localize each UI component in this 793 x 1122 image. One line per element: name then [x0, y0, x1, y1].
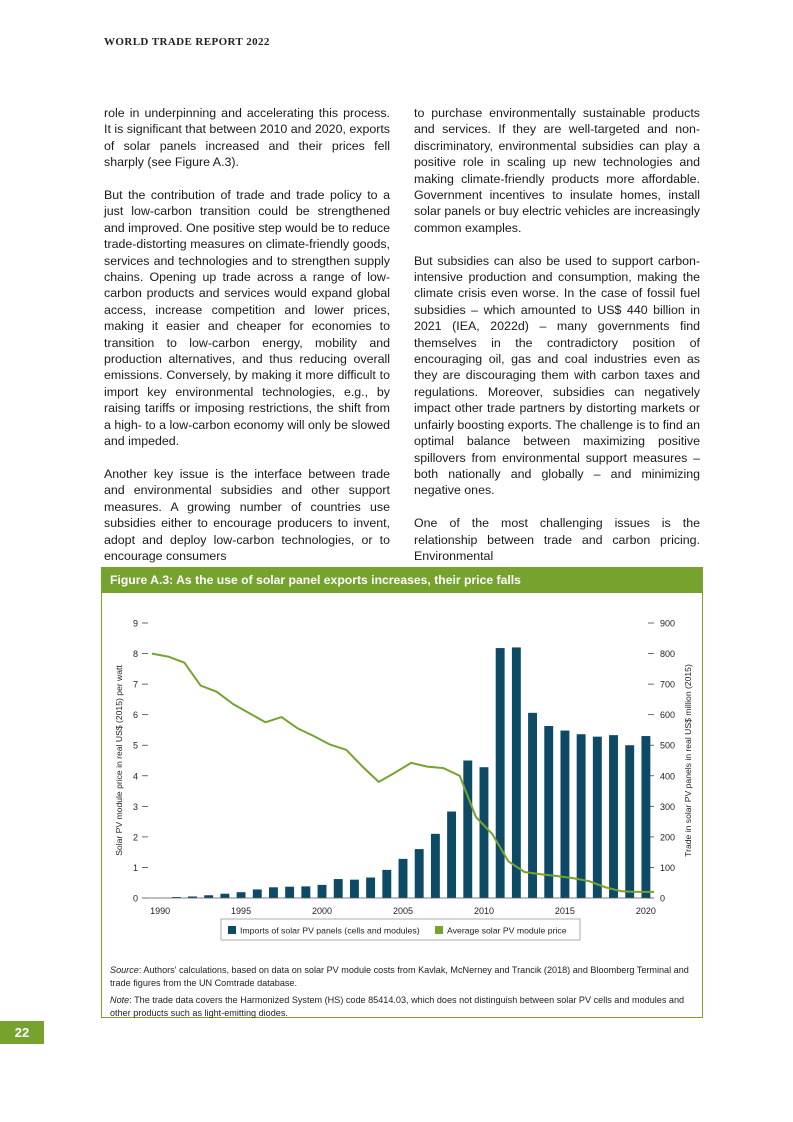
- x-tick-label: 1990: [150, 906, 171, 916]
- chart: [102, 568, 702, 1017]
- x-tick-label: 1995: [231, 906, 252, 916]
- bar-2011: [496, 648, 505, 898]
- figure-title: Figure A.3: As the use of solar panel exports increases, their price falls: [102, 568, 702, 593]
- left-tick-label: 8: [132, 649, 138, 660]
- legend-label-price: Average solar PV module price: [447, 925, 567, 936]
- x-tick-label: 2010: [473, 906, 494, 916]
- left-paragraph-1: role in underpinning and accelerating this process. It is significant that between 2010 and 2020, exports of solar panels increased and their prices fell sharply (see Figure A.3).: [104, 106, 390, 170]
- bar-2016: [577, 734, 586, 898]
- bar-2001: [334, 879, 343, 898]
- source-label: Source: [110, 965, 139, 975]
- right-tick-label: 900: [660, 618, 676, 629]
- right-column: [414, 105, 700, 581]
- left-tick-label: 0: [132, 893, 138, 904]
- left-tick-label: 5: [132, 740, 138, 751]
- bar-2017: [593, 737, 602, 898]
- right-paragraph-2: But subsidies can also be used to support carbon-intensive production and consumption, making the climate crisis even worse. In the case of fossil fuel subsidies – which amounted to US$ 440 billion in 2021 (IEA, 2022d) – many governments find themselves in the contradictory position of encouraging oil, gas and coal industries even as they are discouraging them with carbon taxes and regulations. Moreover, subsidies can negatively impact other trade partners by distorting markets or unfairly boosting exports. The challenge is to find an optimal balance between maximizing positive spillovers from environmental support measures – both nationally and globally – and minimizing negative ones.: [414, 253, 700, 498]
- left-paragraph-3: Another key issue is the interface between trade and environmental subsidies and other support measures. A growing number of countries use subsidies either to encourage producers to invent, adopt and deploy low-carbon technologies, or to encourage consumers: [104, 466, 390, 563]
- left-axis-title: Solar PV module price in real US$ (2015) per watt: [114, 665, 124, 856]
- right-tick-label: 800: [660, 649, 676, 660]
- bar-2004: [382, 870, 391, 898]
- x-tick-label: 2005: [392, 906, 414, 916]
- figure-a3: [101, 567, 703, 1018]
- left-paragraph-2: But the contribution of trade and trade policy to a just low-carbon transition could be strengthened and improved. One positive step would be to reduce trade-distorting measures on climate-friendly goods, services and technologies and to strengthen supply chains. Opening up trade across a range of low-carbon products and services would expand global access, increase competition and lower prices, making it easier and cheaper for economies to transition to low-carbon energy, mobility and production alternatives, and thus reducing overall emissions. Conversely, by making it more difficult to import key environmental technologies, e.g., by raising tariffs or imposing restrictions, the shift from a high- to a low-carbon economy will only be slowed and impeded.: [104, 188, 390, 449]
- bar-2009: [463, 761, 472, 899]
- right-axis-title: Trade in solar PV panels in real US$ million (2015): [683, 664, 693, 857]
- source-text: : Authors' calculations, based on data on solar PV module costs from Kavlak, McNerney and Trancik (2018) and Bloomberg Terminal and trade figures from the UN Comtrade database.: [110, 965, 689, 988]
- bar-2010: [480, 767, 489, 898]
- bar-2008: [447, 812, 456, 898]
- left-tick-label: 2: [132, 832, 138, 843]
- bar-1995: [237, 892, 246, 898]
- right-paragraph-1: to purchase environmentally sustainable products and services. If they are well-targeted and non-discriminatory, environmental subsidies can play a positive role in scaling up new technologies and making climate-friendly products more affordable. Government incentives to insulate homes, install solar panels or buy electric vehicles are increasingly common examples.: [414, 106, 700, 235]
- figure-note: [110, 994, 696, 1019]
- right-tick-label: 600: [660, 710, 676, 721]
- legend-label-imports: Imports of solar PV panels (cells and modules): [240, 925, 420, 936]
- bar-2003: [366, 878, 375, 898]
- bar-2013: [528, 713, 537, 898]
- x-tick-label: 2000: [312, 906, 333, 916]
- note-label: Note: [110, 995, 130, 1006]
- right-tick-label: 0: [660, 893, 666, 904]
- bar-2012: [512, 647, 521, 898]
- bar-2007: [431, 834, 440, 898]
- bar-2020: [641, 736, 650, 898]
- bar-2002: [350, 880, 359, 898]
- bar-2015: [560, 731, 569, 898]
- left-tick-label: 7: [132, 679, 138, 690]
- figure-source-note: [110, 964, 696, 1024]
- left-tick-label: 3: [132, 801, 138, 812]
- x-tick-label: 2020: [635, 906, 656, 916]
- running-header: WORLD TRADE REPORT 2022: [104, 36, 270, 48]
- right-tick-label: 500: [660, 740, 676, 751]
- figure-source: [110, 964, 696, 989]
- left-tick-label: 9: [132, 618, 138, 629]
- right-paragraph-3: One of the most challenging issues is the relationship between trade and carbon pricing. Environmental: [414, 516, 700, 563]
- bar-2019: [625, 745, 634, 898]
- right-tick-label: 100: [660, 862, 676, 873]
- right-tick-label: 700: [660, 679, 676, 690]
- left-tick-label: 4: [132, 771, 138, 782]
- bar-1998: [285, 887, 294, 898]
- bar-2005: [399, 859, 408, 898]
- bar-1993: [204, 895, 213, 898]
- left-tick-label: 6: [132, 710, 138, 721]
- bar-1997: [269, 887, 278, 898]
- bar-2006: [415, 849, 424, 898]
- bar-2000: [318, 885, 327, 898]
- bar-1999: [301, 886, 310, 898]
- left-tick-label: 1: [132, 862, 138, 873]
- legend-swatch-imports: [228, 926, 236, 934]
- bar-2014: [544, 726, 553, 898]
- bar-1996: [253, 889, 262, 898]
- legend-swatch-price: [435, 926, 443, 934]
- right-tick-label: 300: [660, 801, 676, 812]
- bar-1994: [220, 894, 229, 898]
- right-tick-label: 200: [660, 832, 676, 843]
- note-text: : The trade data covers the Harmonized System (HS) code 85414.03, which does not distinguish between solar PV cells and modules and other products such as light-emitting diodes.: [110, 995, 685, 1018]
- right-tick-label: 400: [660, 771, 676, 782]
- x-tick-label: 2015: [554, 906, 575, 916]
- page-number: 22: [0, 1021, 44, 1044]
- bar-2018: [609, 735, 618, 898]
- left-column: [104, 105, 390, 581]
